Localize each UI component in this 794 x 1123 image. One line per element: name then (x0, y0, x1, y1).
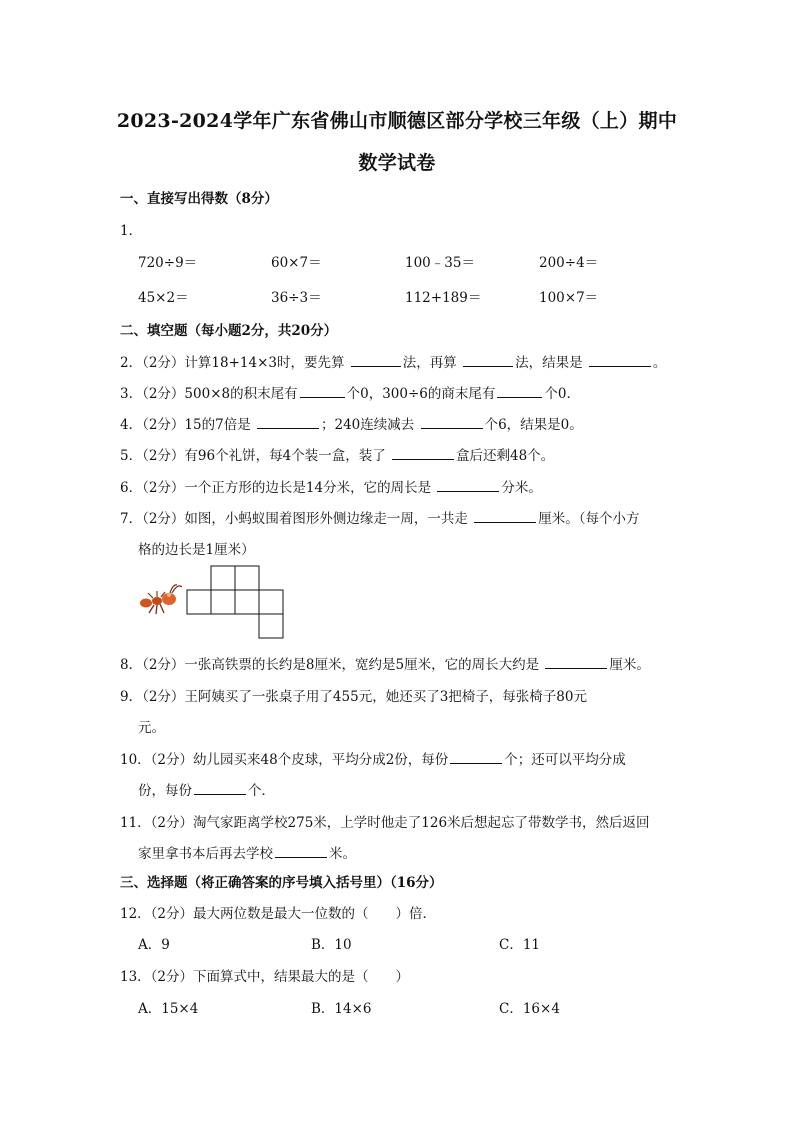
q8-text: 厘米。 (609, 657, 650, 673)
question-12: 12．（2分）最大两位数是最大一位数的（ ）倍． (120, 906, 437, 922)
q7-text: 7．（2分）如图，小蚂蚁围着图形外侧边缘走一周，一共走 (120, 511, 468, 527)
q3-text: 个0． (544, 386, 580, 402)
option-c[interactable]: C．11 (499, 937, 541, 953)
q4-text: ；240连续减去 (321, 417, 415, 433)
q4-text: 4．（2分）15的7倍是 (120, 417, 251, 433)
answer-blank[interactable] (474, 509, 536, 523)
question-9: 9．（2分）王阿姨买了一张桌子用了455元，她还买了3把椅子，每张椅子80元 (120, 689, 587, 705)
question-5 (120, 444, 554, 464)
ant-icon (140, 585, 182, 614)
answer-blank[interactable] (497, 384, 542, 398)
q3-text: 个0，300÷6的商末尾有 (346, 386, 496, 402)
question-8 (120, 653, 650, 673)
question-7 (120, 507, 639, 527)
question-7-cont: 格的边长是1厘米） (138, 542, 255, 558)
grid-figure (136, 563, 296, 639)
calc-item: 36÷3＝ (271, 290, 322, 306)
section1-heading: 一、直接写出得数（8分） (120, 191, 278, 207)
answer-blank[interactable] (421, 415, 483, 429)
q2-text: 法，再算 (402, 355, 457, 371)
q10-text: 个；还可以平均分成 (504, 752, 626, 768)
q10-text: 份，每份 (138, 783, 192, 799)
section3-heading: 三、选择题（将正确答案的序号填入括号里）（16分） (120, 875, 443, 891)
question-4 (120, 413, 583, 433)
answer-blank[interactable] (437, 478, 499, 492)
q2-text: 。 (652, 355, 667, 371)
question-11: 11．（2分）淘气家距离学校275米，上学时他走了126米后想起忘了带数学书，然后返回 (120, 815, 650, 831)
page-subtitle: 数学试卷 (358, 152, 436, 174)
q5-text: 5．（2分）有96个礼饼，每4个装一盒，装了 (120, 448, 386, 464)
option-b[interactable]: B．10 (311, 937, 352, 953)
answer-blank[interactable] (300, 384, 345, 398)
q7-text: 厘米。（每个小方 (538, 511, 640, 527)
q6-text: 分米。 (501, 480, 542, 496)
question-9-cont: 元。 (138, 720, 165, 736)
option-a[interactable]: A．15×4 (138, 1001, 199, 1017)
q1-number: 1． (120, 223, 143, 239)
answer-blank[interactable] (589, 353, 651, 367)
calc-item: 720÷9＝ (138, 255, 198, 271)
answer-blank[interactable] (392, 446, 454, 460)
answer-blank[interactable] (194, 781, 246, 795)
q11-text: 家里拿书本后再去学校 (138, 846, 273, 862)
option-a[interactable]: A．9 (138, 937, 170, 953)
q11-text: 米。 (329, 846, 356, 862)
square-grid (187, 566, 283, 638)
q6-text: 6．（2分）一个正方形的边长是14分米，它的周长是 (120, 480, 432, 496)
q2-text: 法，结果是 (515, 355, 583, 371)
answer-blank[interactable] (257, 415, 319, 429)
answer-blank[interactable] (463, 353, 513, 367)
option-c[interactable]: C．16×4 (499, 1001, 560, 1017)
q8-text: 8．（2分）一张高铁票的长约是8厘米，宽约是5厘米，它的周长大约是 (120, 657, 540, 673)
question-10 (120, 748, 626, 768)
calc-item: 100×7＝ (539, 290, 599, 306)
q4-text: 个6，结果是0。 (484, 417, 583, 433)
q2-text: 2．（2分）计算18+14×3时，要先算 (120, 355, 345, 371)
q10-text: 10．（2分）幼儿园买来48个皮球，平均分成2份，每份 (120, 752, 449, 768)
question-2 (120, 351, 666, 371)
question-3 (120, 382, 580, 402)
q3-text: 3．（2分）500×8的积末尾有 (120, 386, 298, 402)
calc-item: 112+189＝ (405, 290, 482, 306)
question-10-cont (138, 779, 275, 799)
question-6 (120, 476, 542, 496)
question-11-cont (138, 842, 356, 862)
section2-heading: 二、填空题（每小题2分，共20分） (120, 323, 338, 339)
answer-blank[interactable] (275, 844, 327, 858)
answer-blank[interactable] (450, 750, 502, 764)
answer-blank[interactable] (545, 655, 607, 669)
q5-text: 盒后还剩48个。 (456, 448, 555, 464)
q10-text: 个． (248, 783, 275, 799)
answer-blank[interactable] (351, 353, 401, 367)
page-title: 2023-2024学年广东省佛山市顺德区部分学校三年级（上）期中 (116, 110, 678, 132)
option-b[interactable]: B．14×6 (311, 1001, 372, 1017)
calc-item: 100﹣35＝ (405, 255, 475, 271)
calc-item: 200÷4＝ (539, 255, 599, 271)
question-13: 13．（2分）下面算式中，结果最大的是（ ） (120, 969, 410, 985)
calc-item: 60×7＝ (271, 255, 322, 271)
calc-item: 45×2＝ (138, 290, 189, 306)
